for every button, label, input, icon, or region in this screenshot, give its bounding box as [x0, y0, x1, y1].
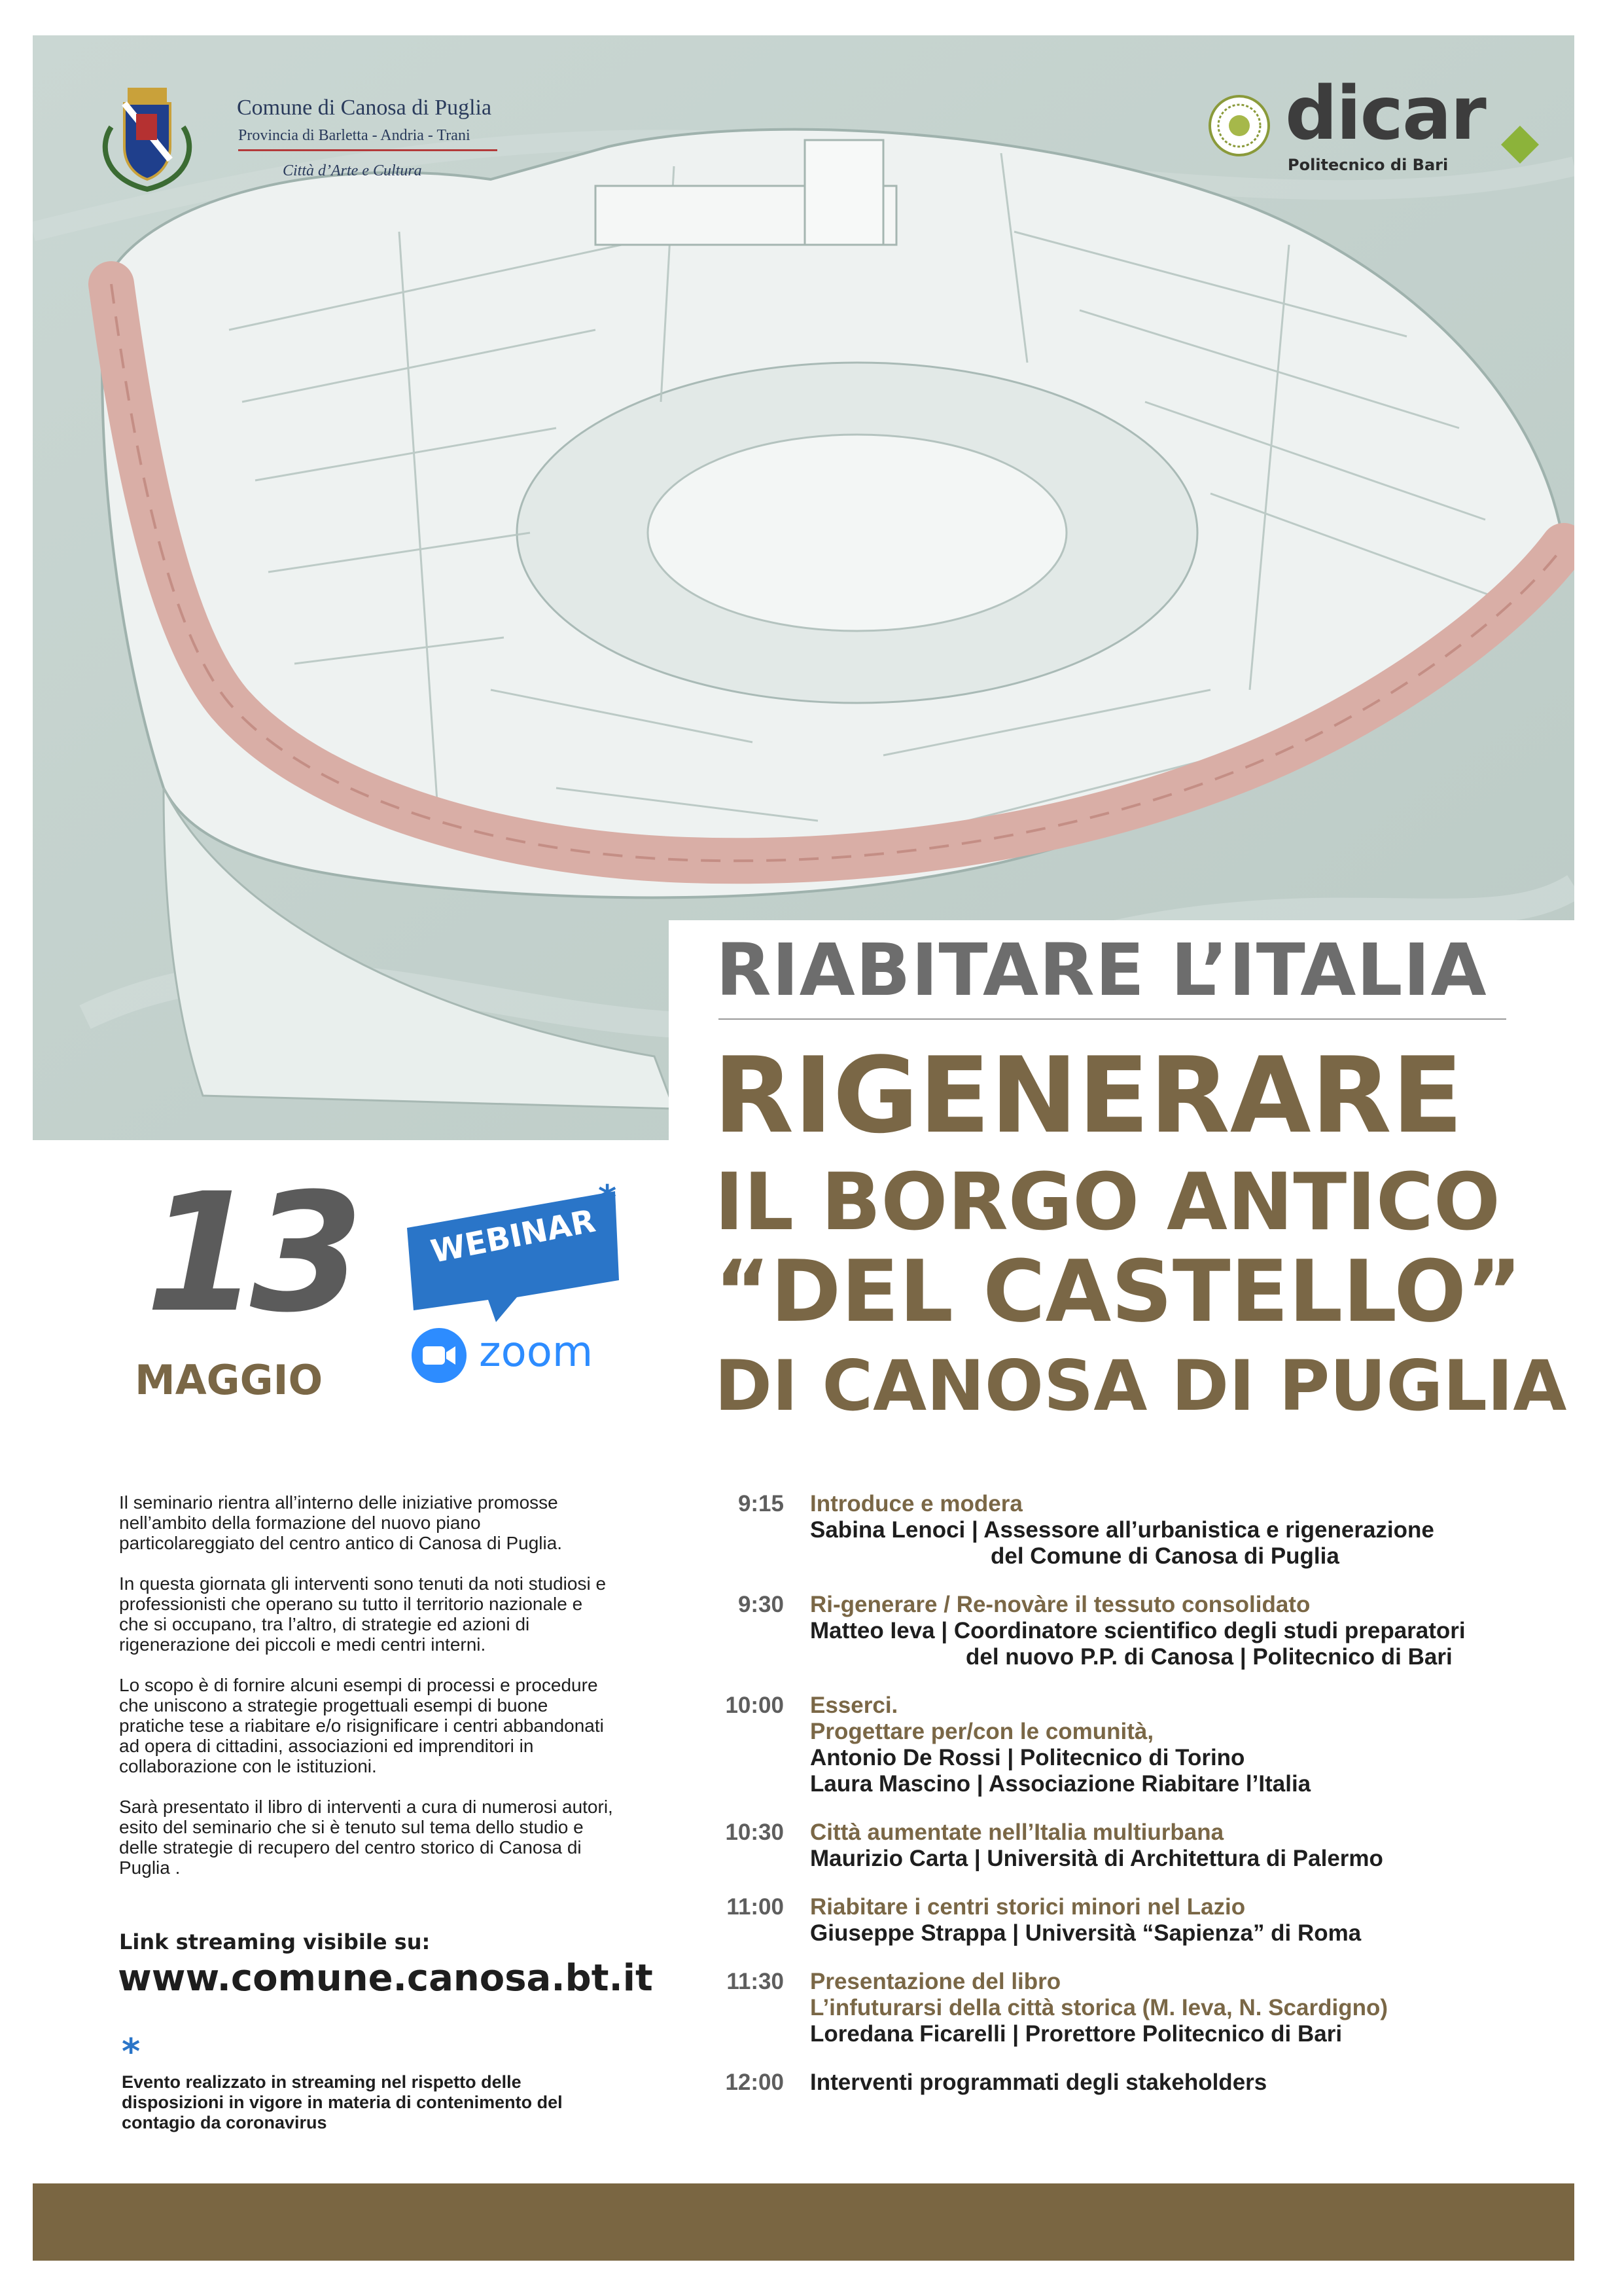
dicar-logo	[1208, 71, 1535, 181]
asterisk-icon: *	[122, 2031, 141, 2072]
footer-bar	[33, 2183, 1574, 2261]
streaming-label: Link streaming visibile su:	[119, 1929, 431, 1954]
programme-speaker: Laura Mascino | Associazione Riabitare l’Italia	[810, 1771, 1311, 1797]
programme-time: 11:30	[726, 1969, 784, 1994]
municipality-divider	[238, 149, 497, 151]
programme-title: Esserci.	[810, 1693, 898, 1718]
programme-time: 9:30	[737, 1592, 784, 1617]
programme-schedule	[709, 1491, 1553, 2118]
programme-title: Ri-generare / Re-novàre il tessuto consolidato	[810, 1592, 1311, 1617]
zoom-logo	[411, 1327, 607, 1386]
programme-item	[709, 1693, 1553, 1797]
programme-time: 12:00	[725, 2070, 784, 2095]
programme-speaker: Matteo Ieva | Coordinatore scientifico degli studi preparatori	[810, 1618, 1466, 1643]
programme-item	[709, 1592, 1553, 1670]
programme-item	[709, 2070, 1553, 2096]
municipality-motto: Città d’Arte e Cultura	[283, 162, 422, 179]
programme-speaker: del nuovo P.P. di Canosa | Politecnico di Bari	[966, 1644, 1453, 1670]
intro-paragraph: In questa giornata gli interventi sono tenuti da noti studiosi e professionisti che operano su tutto il territorio nazionale e che si occupano, tra l’altro, di strategie ed azioni di rigenerazione dei piccoli e medi centri interni.	[119, 1573, 607, 1655]
programme-title: Riabitare i centri storici minori nel Lazio	[810, 1894, 1246, 1920]
main-title: RIABITARE L’ITALIA	[716, 928, 1487, 1012]
asterisk-icon: *	[598, 1177, 617, 1219]
programme-subtitle: L’infuturarsi della città storica (M. Ieva, N. Scardigno)	[810, 1995, 1388, 2020]
programme-speaker: Giuseppe Strappa | Università “Sapienza” di Roma	[810, 1920, 1362, 1946]
headline-canosa: DI CANOSA DI PUGLIA	[715, 1346, 1567, 1426]
programme-title: Città aumentate nell’Italia multiurbana	[810, 1820, 1224, 1845]
programme-time: 11:00	[726, 1894, 784, 1920]
headline-del-castello: “DEL CASTELLO”	[715, 1242, 1523, 1341]
covid-note: Evento realizzato in streaming nel rispetto delle disposizioni in vigore in materia di contenimento del contagio da coronavirus	[122, 2072, 563, 2132]
event-day: 13	[145, 1158, 355, 1348]
title-divider	[718, 1018, 1506, 1020]
programme-title: Presentazione del libro	[810, 1969, 1061, 1994]
zoom-wordmark: zoom	[479, 1328, 593, 1376]
municipality-name: Comune di Canosa di Puglia	[237, 96, 492, 120]
dicar-subtitle: Politecnico di Bari	[1288, 156, 1449, 174]
headline-rigenerare: RIGENERARE	[713, 1034, 1464, 1157]
programme-speaker: Antonio De Rossi | Politecnico di Torino	[810, 1745, 1245, 1770]
diamond-icon	[1500, 124, 1540, 165]
municipality-logo	[98, 81, 530, 192]
coat-of-arms-icon	[98, 81, 196, 192]
programme-item	[709, 1969, 1553, 2047]
programme-item	[709, 1820, 1553, 1872]
programme-time: 10:00	[725, 1693, 784, 1718]
video-camera-icon	[411, 1327, 467, 1384]
programme-time: 9:15	[737, 1491, 784, 1516]
programme-speaker: Interventi programmati degli stakeholders	[810, 2070, 1267, 2095]
programme-item	[709, 1894, 1553, 1946]
programme-title: Introduce e modera	[810, 1491, 1023, 1516]
municipality-province: Provincia di Barletta - Andria - Trani	[238, 127, 470, 144]
event-month: MAGGIO	[135, 1356, 323, 1404]
programme-speaker: Sabina Lenoci | Assessore all’urbanistica e rigenerazione	[810, 1517, 1434, 1543]
programme-time: 10:30	[725, 1820, 784, 1845]
intro-paragraph: Sarà presentato il libro di interventi a cura di numerosi autori, esito del seminario che si è tenuto sul tema dello studio e delle strategie di recupero del centro storico di Canosa di Puglia .	[119, 1797, 613, 1878]
headline-borgo-antico: IL BORGO ANTICO	[715, 1157, 1500, 1248]
webinar-badge	[402, 1177, 624, 1333]
programme-speaker: Loredana Ficarelli | Prorettore Politecnico di Bari	[810, 2021, 1343, 2047]
streaming-url-link[interactable]: www.comune.canosa.bt.it	[118, 1957, 653, 2000]
intro-text	[119, 1492, 616, 1898]
intro-paragraph: Lo scopo è di fornire alcuni esempi di processi e procedure che uniscono a strategie progettuali esempi di buone pratiche tese a riabitare e/o risignificare i centri abbandonati ad opera di cittadini, associazioni ed imprenditori in collaborazione con le istituzioni.	[119, 1675, 604, 1776]
dicar-wordmark: dicar	[1285, 71, 1485, 156]
programme-speaker: Maurizio Carta | Università di Architettura di Palermo	[810, 1846, 1383, 1871]
programme-subtitle: Progettare per/con le comunità,	[810, 1719, 1154, 1744]
programme-speaker: del Comune di Canosa di Puglia	[991, 1543, 1339, 1569]
intro-paragraph: Il seminario rientra all’interno delle iniziative promosse nell’ambito della formazione del nuovo piano particolareggiato del centro antico di Canosa di Puglia.	[119, 1492, 563, 1553]
university-seal-icon	[1208, 94, 1271, 157]
webinar-label: WEBINAR	[428, 1202, 599, 1270]
programme-item	[709, 1491, 1553, 1570]
